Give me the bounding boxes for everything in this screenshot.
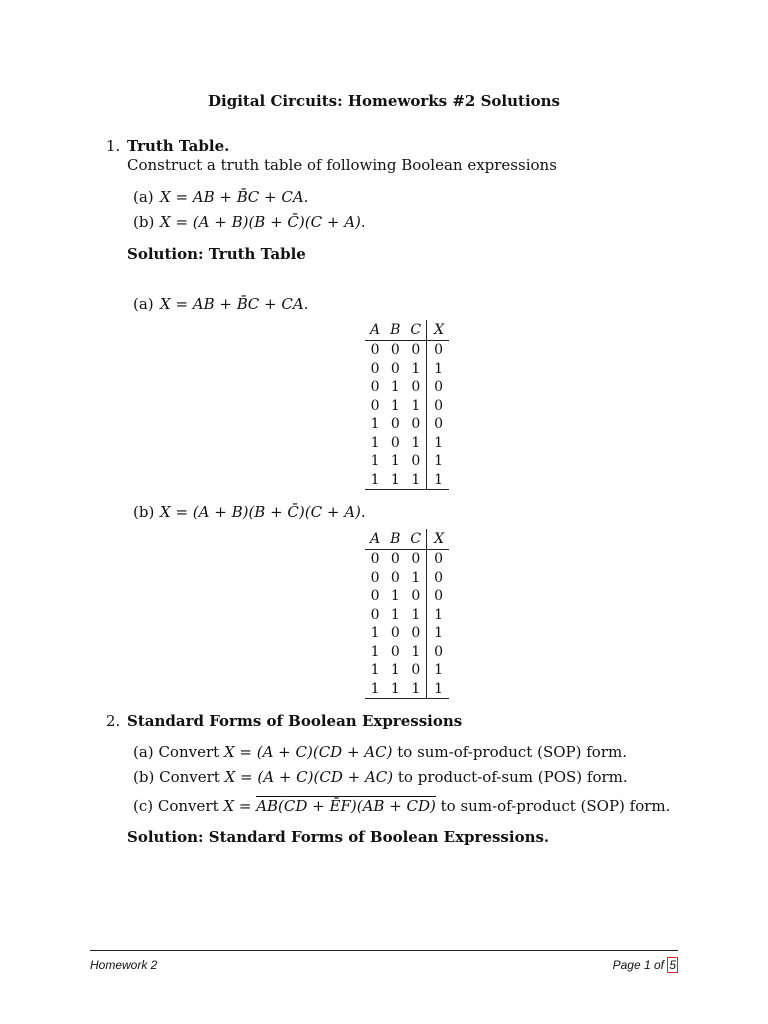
table-cell: 0 [390, 551, 400, 567]
table-cell: 1 [385, 471, 405, 490]
table-cell: 0 [427, 341, 449, 360]
table-cell: 0 [411, 379, 421, 395]
footer-left: Homework 2 [90, 958, 158, 972]
table-row [365, 341, 449, 360]
table-cell: 1 [370, 416, 380, 432]
table-row [365, 452, 449, 471]
table-cell: 0 [411, 453, 421, 469]
table-cell: 0 [427, 397, 449, 416]
truth-table-b [365, 529, 449, 699]
table-b-header-x: X [427, 529, 449, 550]
table-cell: 0 [411, 625, 421, 641]
table-row [365, 569, 449, 588]
q2-part-b-expression: X = (A + C)(CD + AC) [224, 768, 394, 786]
table-cell: 1 [427, 434, 449, 453]
q2-part-c-text-before: Convert [157, 797, 224, 815]
table-cell: 0 [390, 625, 400, 641]
q1-part-a-label: (a) [133, 188, 154, 206]
table-cell: 0 [427, 569, 449, 588]
q2-part-a-text-before: Convert [158, 743, 224, 761]
table-row [365, 550, 449, 569]
table-cell: 1 [411, 606, 421, 623]
table-cell: 0 [390, 342, 400, 358]
q2-part-b-label: (b) [133, 768, 155, 786]
table-row [365, 471, 449, 490]
q1-part-b-label: (b) [133, 213, 155, 231]
q2-part-c [133, 797, 670, 815]
q2-part-b-text-after: to product-of-sum (POS) form. [393, 768, 628, 786]
table-cell: 1 [411, 397, 421, 414]
question-1-heading: Truth Table. [127, 137, 230, 155]
table-cell: 0 [390, 643, 400, 660]
q2-solution-heading: Solution: Standard Forms of Boolean Expressions. [127, 828, 550, 846]
q2-part-c-text-after: to sum-of-product (SOP) form. [435, 797, 671, 815]
table-row [365, 434, 449, 453]
table-cell: 1 [405, 471, 426, 490]
table-cell: 1 [370, 434, 380, 451]
page-total-link[interactable]: 5 [669, 958, 676, 972]
table-cell: 1 [365, 680, 385, 699]
table-cell: 0 [370, 588, 380, 604]
table-a-header-a: A [365, 320, 385, 341]
table-row [365, 397, 449, 416]
question-1-number: 1. [106, 137, 121, 155]
table-a-header-b: B [385, 320, 405, 341]
footer-divider [90, 950, 678, 951]
table-cell: 0 [370, 551, 380, 567]
table-cell: 0 [411, 588, 421, 604]
table-a-expression: X = AB + B̄C + CA. [160, 295, 309, 313]
table-cell: 0 [427, 643, 449, 662]
table-row [365, 643, 449, 662]
table-b-expression: X = (A + B)(B + C̄)(C + A). [160, 503, 366, 521]
table-cell: 1 [427, 624, 449, 643]
q2-part-a-expression: X = (A + C)(CD + AC) [223, 743, 393, 761]
table-cell: 1 [411, 569, 421, 586]
table-b-header-b: B [385, 529, 405, 550]
table-cell: 0 [370, 360, 380, 377]
footer-page-number [613, 958, 678, 972]
table-cell: 1 [427, 360, 449, 379]
table-cell: 1 [411, 643, 421, 660]
truth-table-a [365, 320, 449, 490]
q1-part-b-expression: X = (A + B)(B + C̄)(C + A). [160, 213, 366, 231]
table-cell: 1 [370, 453, 380, 469]
table-cell: 0 [390, 434, 400, 451]
table-cell: 0 [427, 415, 449, 434]
question-2-number: 2. [106, 712, 121, 730]
table-cell: 0 [370, 606, 380, 623]
table-cell: 1 [390, 588, 400, 604]
table-cell: 0 [370, 379, 380, 395]
table-cell: 0 [411, 662, 421, 678]
table-cell: 1 [390, 397, 400, 414]
table-cell: 1 [427, 606, 449, 625]
q2-part-b-text-before: Convert [159, 768, 225, 786]
q2-part-b [133, 768, 628, 786]
table-cell: 1 [405, 680, 426, 699]
q2-part-c-expression-overlined: AB(CD + ĒF)(AB + CD) [256, 797, 436, 815]
table-row [365, 360, 449, 379]
table-cell: 0 [411, 342, 421, 358]
question-1-instruction: Construct a truth table of following Boolean expressions [127, 156, 557, 174]
table-cell: 1 [411, 434, 421, 451]
table-row [365, 661, 449, 680]
table-row [365, 378, 449, 397]
table-cell: 1 [427, 661, 449, 680]
table-row [365, 587, 449, 606]
table-cell: 1 [427, 680, 449, 699]
table-cell: 0 [390, 569, 400, 586]
table-cell: 1 [390, 453, 400, 469]
table-cell: 1 [427, 452, 449, 471]
table-cell: 1 [370, 643, 380, 660]
table-a-label: (a) [133, 295, 154, 313]
q1-solution-heading: Solution: Truth Table [127, 245, 306, 263]
table-cell: 1 [385, 680, 405, 699]
table-row [365, 606, 449, 625]
table-cell: 0 [427, 550, 449, 569]
table-cell: 0 [370, 342, 380, 358]
table-cell: 0 [427, 378, 449, 397]
table-cell: 1 [411, 360, 421, 377]
table-cell: 0 [411, 551, 421, 567]
q1-part-a-expression: X = AB + B̄C + CA. [160, 188, 309, 206]
q2-part-a-label: (a) [133, 743, 154, 761]
table-b-label: (b) [133, 503, 155, 521]
table-cell: 0 [390, 360, 400, 377]
question-2-heading: Standard Forms of Boolean Expressions [127, 712, 463, 730]
table-cell: 1 [390, 662, 400, 678]
q2-part-a-text-after: to sum-of-product (SOP) form. [392, 743, 627, 761]
table-cell: 1 [390, 606, 400, 623]
q2-part-c-expression-prefix: X = [223, 797, 257, 815]
table-cell: 1 [365, 471, 385, 490]
page-title: Digital Circuits: Homeworks #2 Solutions [208, 92, 560, 110]
table-cell: 1 [427, 471, 449, 490]
table-row [365, 680, 449, 699]
table-cell: 1 [390, 379, 400, 395]
footer-page-prefix: Page 1 of [612, 958, 668, 972]
table-cell: 0 [390, 416, 400, 432]
table-row [365, 415, 449, 434]
q2-part-a [133, 743, 627, 761]
table-cell: 1 [370, 625, 380, 641]
q2-part-c-label: (c) [133, 797, 154, 815]
table-a-header-x: X [427, 320, 449, 341]
table-cell: 0 [370, 569, 380, 586]
table-cell: 0 [411, 416, 421, 432]
table-b-header-a: A [365, 529, 385, 550]
table-cell: 1 [370, 662, 380, 678]
table-row [365, 624, 449, 643]
table-cell: 0 [370, 397, 380, 414]
table-b-header-c: C [405, 529, 426, 550]
table-a-header-c: C [405, 320, 426, 341]
table-cell: 0 [427, 587, 449, 606]
